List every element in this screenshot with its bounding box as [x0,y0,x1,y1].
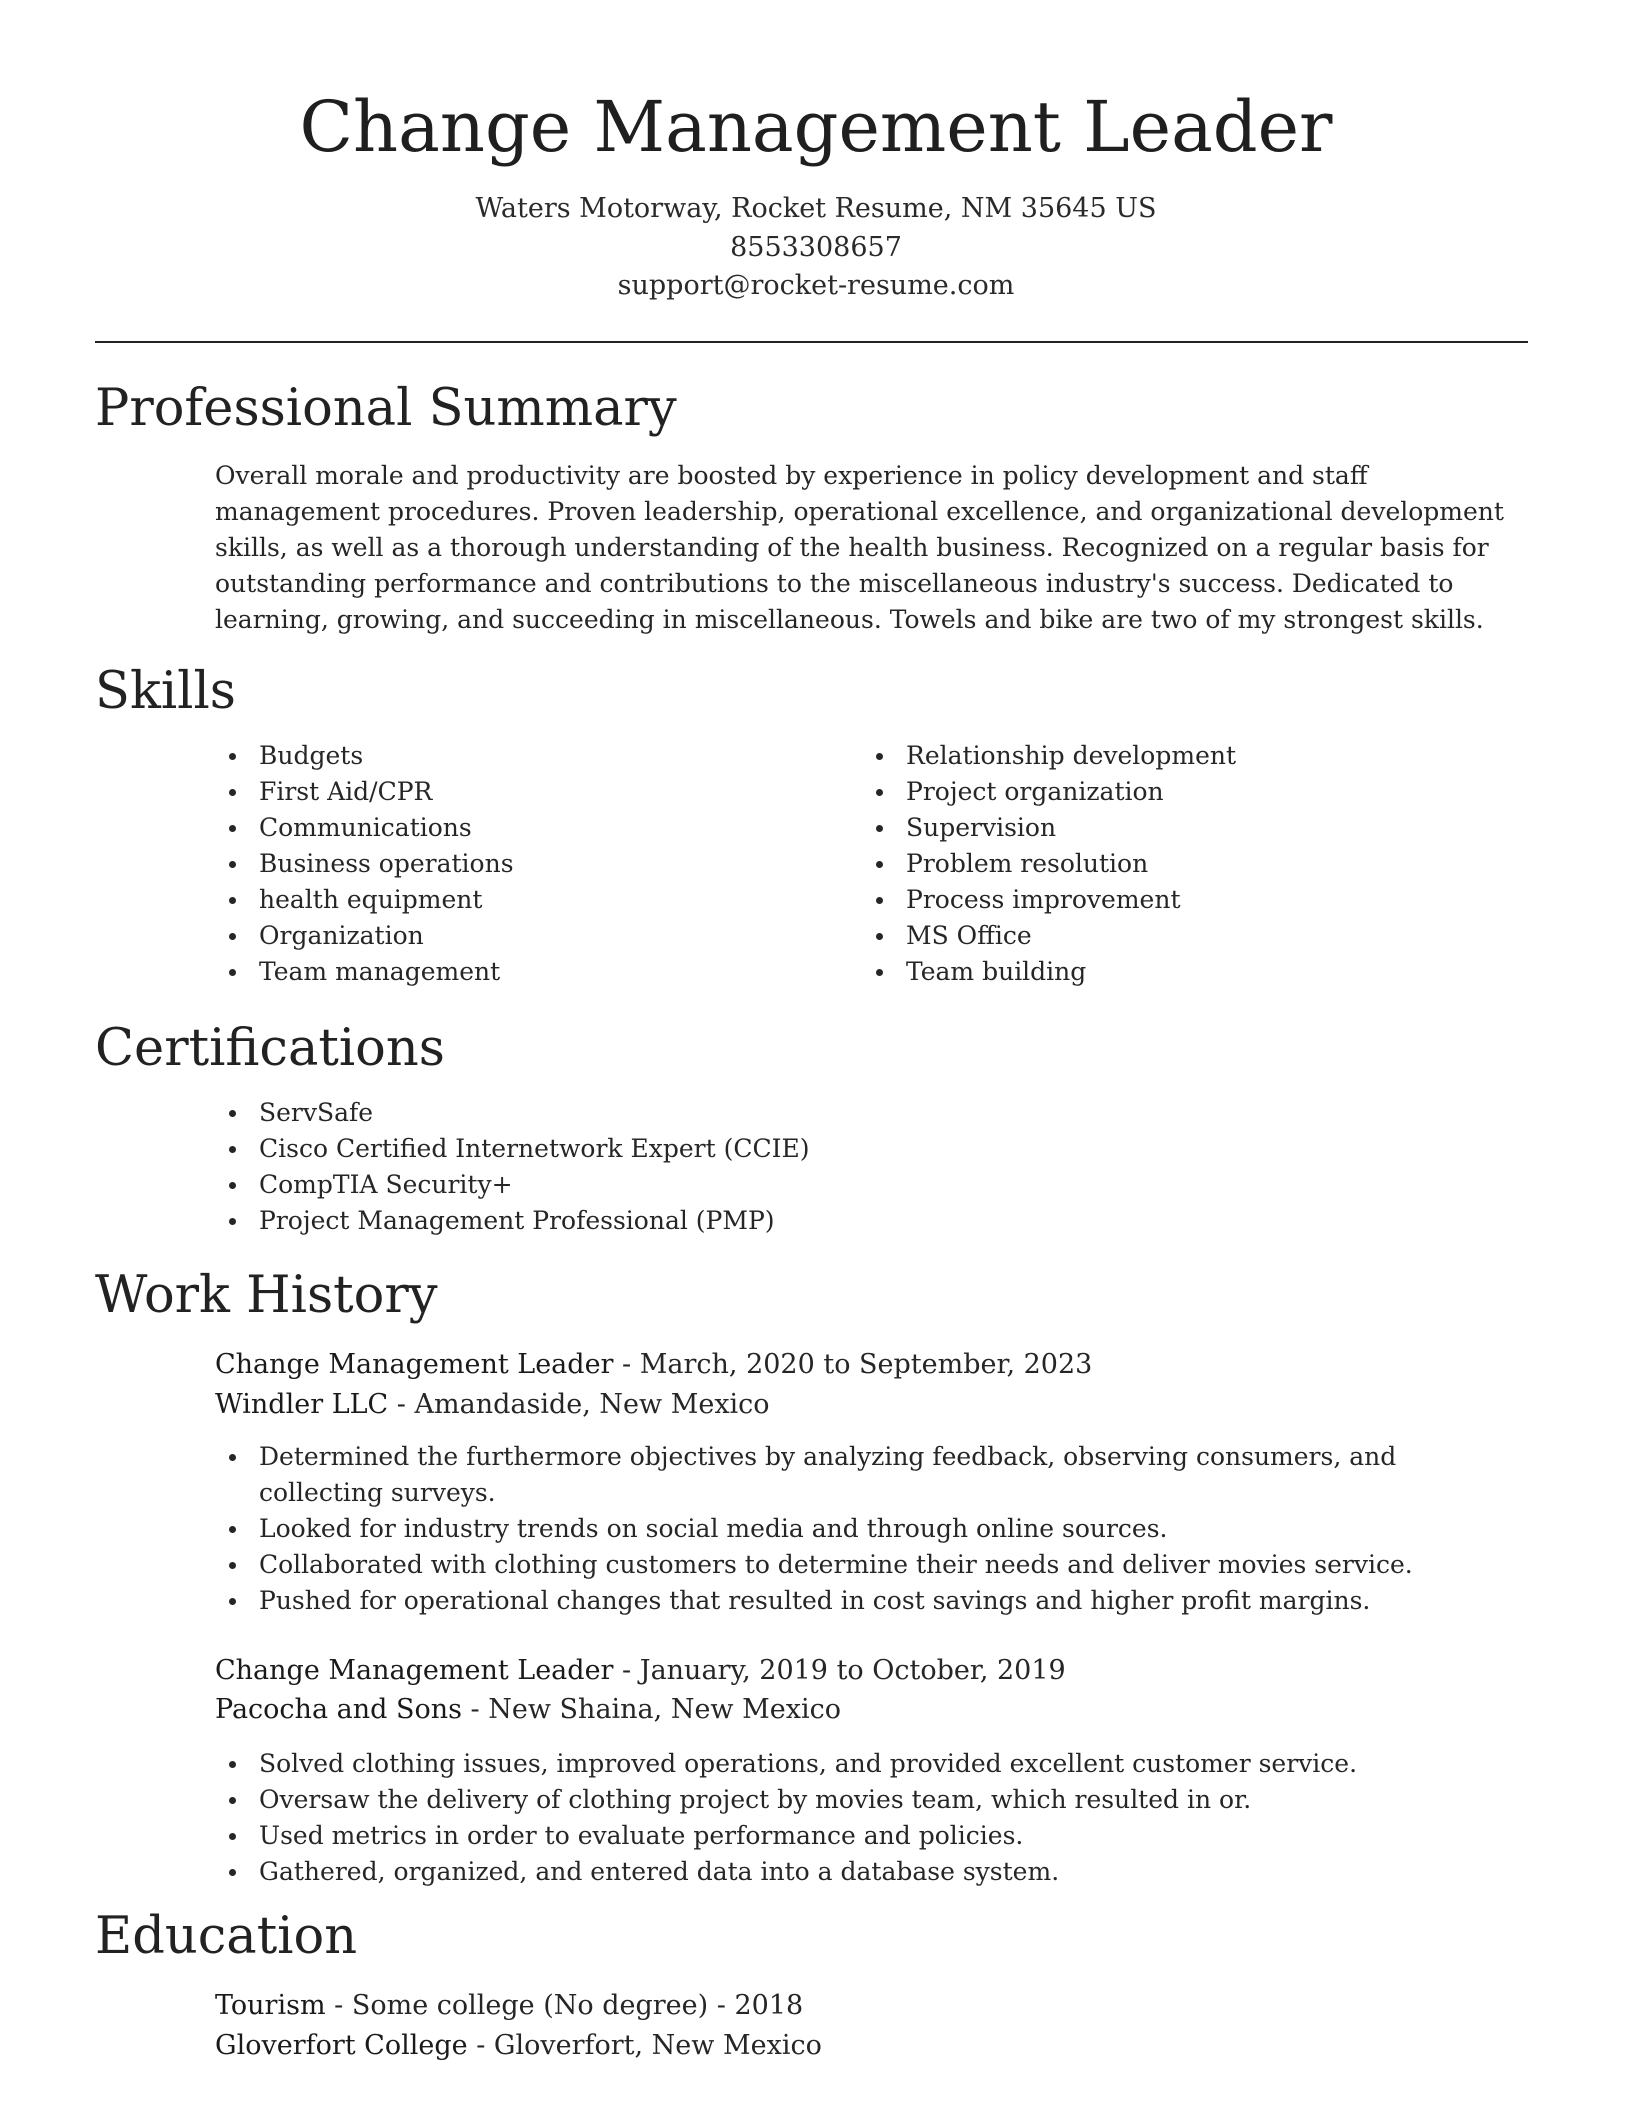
section-title-work-history: Work History [95,1266,438,1325]
skill-item: Problem resolution [862,846,1522,882]
job-bullet: Looked for industry trends on social media and through online sources. [215,1511,1475,1547]
skill-item: Organization [215,918,815,954]
skill-item: First Aid/CPR [215,774,815,810]
job-dates: - March, 2020 to September, 2023 [613,1349,1093,1380]
job-bullets [215,1746,1475,1890]
certification-item: Project Management Professional (PMP) [215,1203,1515,1239]
section-title-skills: Skills [95,662,236,721]
skills-list-left [215,738,815,990]
summary-text: Overall morale and productivity are boosted by experience in policy development and staff management procedures. Proven leadership, operational excellence, and organizational development skills, as well as a thorough understanding of the health business. Recognized on a regular basis for outstanding performance and contributions to the miscellaneous industry's success. Dedicated to learning, growing, and succeeding in miscellaneous. Towels and bike are two of my strongest skills. [215,461,1504,634]
job-dates: - January, 2019 to October, 2019 [613,1655,1066,1686]
job-company-line [215,1385,770,1425]
education-degree-line [215,1986,803,2026]
job-location: - New Shaina, New Mexico [461,1694,841,1725]
skills-list-right [862,738,1522,990]
certification-item: CompTIA Security+ [215,1167,1515,1203]
education-detail: - Some college (No degree) - 2018 [325,1990,804,2021]
skill-item: MS Office [862,918,1522,954]
job-role: Change Management Leader [215,1655,614,1686]
skill-item: Team building [862,954,1522,990]
header-divider [95,341,1528,343]
job-title-line [215,1651,1066,1691]
skill-item: Communications [215,810,815,846]
job-bullet: Used metrics in order to evaluate performance and policies. [215,1818,1475,1854]
certification-item: Cisco Certified Internetwork Expert (CCIE) [215,1131,1515,1167]
education-school-line [215,2026,822,2066]
job-company-line [215,1690,841,1730]
job-bullet: Oversaw the delivery of clothing project by movies team, which resulted in or. [215,1782,1475,1818]
skill-item: Relationship development [862,738,1522,774]
certifications-list [215,1095,1515,1239]
skill-item: Team management [215,954,815,990]
job-company: Pacocha and Sons [215,1694,462,1725]
job-bullet: Collaborated with clothing customers to determine their needs and deliver movies service. [215,1547,1475,1583]
section-title-education: Education [95,1907,358,1966]
skill-item: Process improvement [862,882,1522,918]
job-bullet: Pushed for operational changes that resulted in cost savings and higher profit margins. [215,1583,1475,1619]
skill-item: Supervision [862,810,1522,846]
job-title-line [215,1345,1092,1385]
skill-item: Business operations [215,846,815,882]
contact-email: support@rocket-resume.com [617,270,1015,301]
job-role: Change Management Leader [215,1349,614,1380]
job-bullet: Solved clothing issues, improved operations, and provided excellent customer service. [215,1746,1475,1782]
job-company: Windler LLC [215,1389,389,1420]
certification-item: ServSafe [215,1095,1515,1131]
skill-item: Budgets [215,738,815,774]
job-bullet: Determined the furthermore objectives by analyzing feedback, observing consumers, and collecting surveys. [215,1439,1475,1511]
education-field: Tourism [215,1990,326,2021]
contact-address: Waters Motorway, Rocket Resume, NM 35645 US [475,193,1157,224]
education-school: Gloverfort College [215,2030,468,2061]
contact-phone: 8553308657 [730,232,902,263]
section-title-summary: Professional Summary [95,379,677,438]
skill-item: Project organization [862,774,1522,810]
education-location: - Gloverfort, New Mexico [467,2030,822,2061]
resume-name: Change Management Leader [299,86,1333,168]
section-title-certifications: Certifications [95,1019,445,1078]
job-bullets [215,1439,1475,1619]
skill-item: health equipment [215,882,815,918]
job-bullet: Gathered, organized, and entered data into a database system. [215,1854,1475,1890]
job-location: - Amandaside, New Mexico [388,1389,770,1420]
